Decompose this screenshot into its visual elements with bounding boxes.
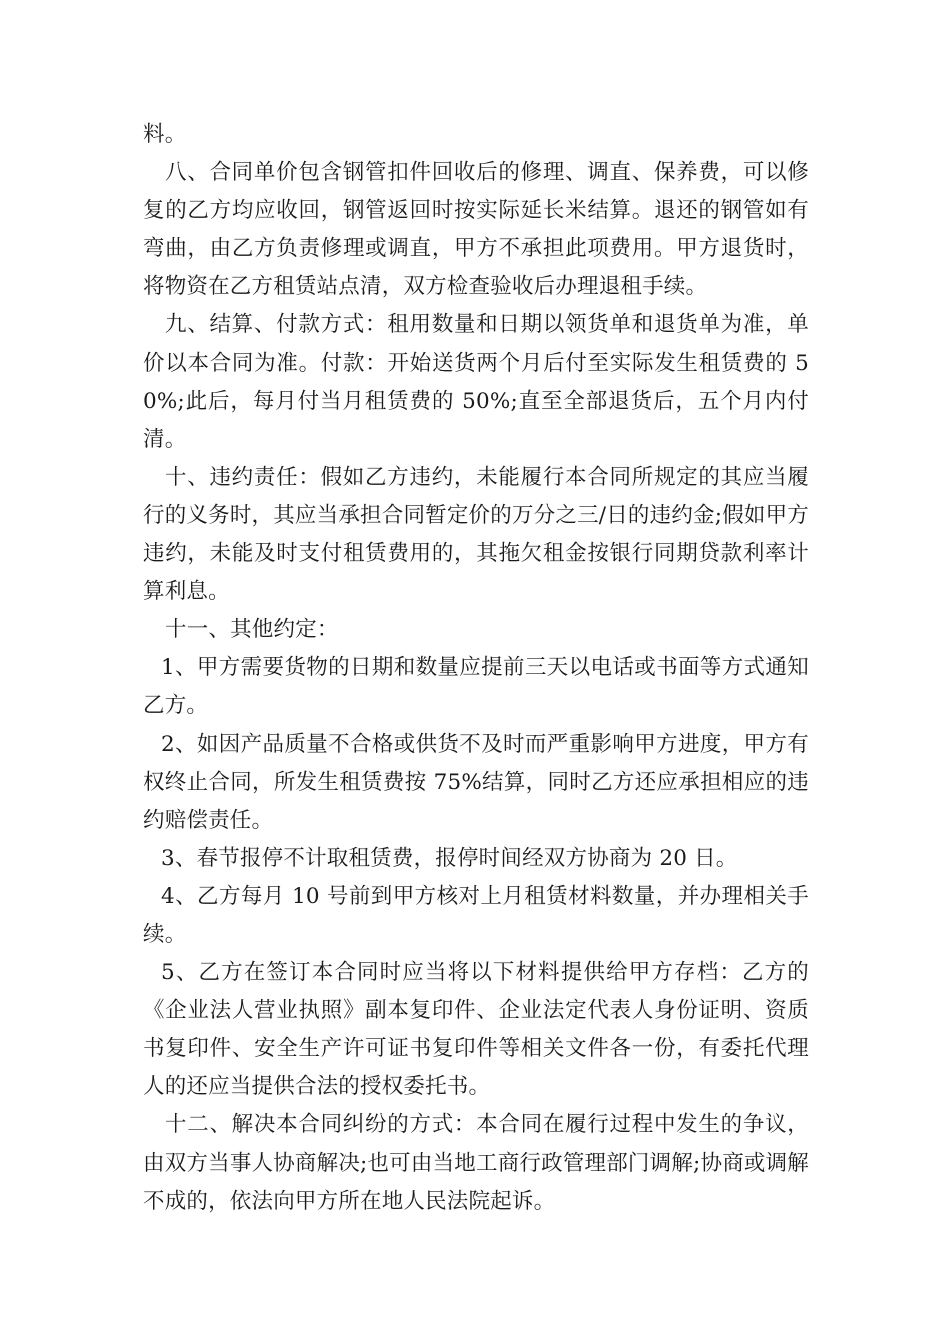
paragraph-continuation: 料。	[143, 122, 187, 147]
paragraph-clause-10: 十、违约责任：假如乙方违约，未能履行本合同所规定的其应当履行的义务时，其应当承担合同暂定价的万分之三/日的违约金;假如甲方违约，未能及时支付租赁费用的，其拖欠租金按银行同期贷款利率计算利息。	[143, 464, 809, 605]
paragraph-item-3: 3、春节报停不计取租赁费，报停时间经双方协商为 20 日。	[161, 845, 738, 871]
paragraph-clause-8: 八、合同单价包含钢管扣件回收后的修理、调直、保养费，可以修复的乙方均应收回，钢管返回时按实际延长米结算。退还的钢管如有弯曲，由乙方负责修理或调直，甲方不承担此项费用。甲方退货时，将物资在乙方租赁站点清，双方检查验收后办理退租手续。	[143, 160, 809, 300]
paragraph-clause-12: 十二、解决本合同纠纷的方式：本合同在履行过程中发生的争议，由双方当事人协商解决;也可由当地工商行政管理部门调解;协商或调解不成的，依法向甲方所在地人民法院起诉。	[143, 1112, 809, 1214]
paragraph-clause-9: 九、结算、付款方式：租用数量和日期以领货单和退货单为准，单价以本合同为准。付款：开始送货两个月后付至实际发生租赁费的 50%;此后，每月付当月租赁费的 50%;直至全部退货后，五个月内付清。	[143, 312, 809, 452]
paragraph-item-4: 4、乙方每月 10 号前到甲方核对上月租赁材料数量，并办理相关手续。	[143, 883, 809, 947]
document-body	[143, 116, 809, 1221]
paragraph-item-1: 1、甲方需要货物的日期和数量应提前三天以电话或书面等方式通知乙方。	[143, 655, 809, 719]
paragraph-clause-11-heading: 十一、其他约定：	[165, 617, 339, 643]
paragraph-item-2: 2、如因产品质量不合格或供货不及时而严重影响甲方进度，甲方有权终止合同，所发生租赁费按 75%结算，同时乙方还应承担相应的违约赔偿责任。	[143, 731, 809, 833]
paragraph-item-5: 5、乙方在签订本合同时应当将以下材料提供给甲方存档：乙方的《企业法人营业执照》副本复印件、企业法定代表人身份证明、资质书复印件、安全生产许可证书复印件等相关文件各一份，有委托代理人的还应当提供合法的授权委托书。	[143, 960, 809, 1100]
